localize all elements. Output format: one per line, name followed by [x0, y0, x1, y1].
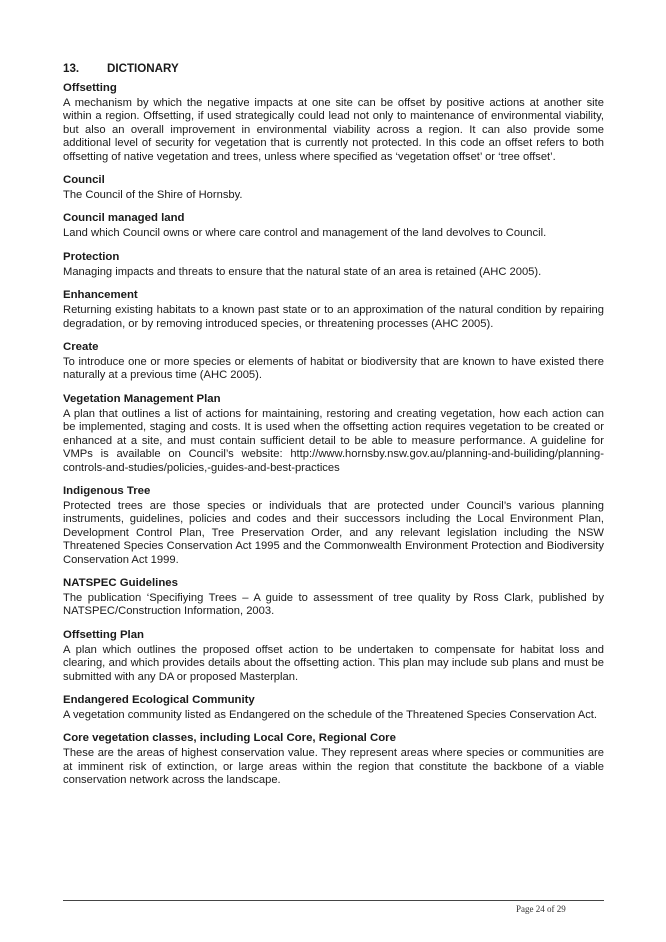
term-heading: Protection: [63, 250, 120, 263]
term-definition: A vegetation community listed as Endangered on the schedule of the Threatened Species Conservation Act.: [63, 708, 598, 721]
term-heading: Council: [63, 174, 105, 187]
dictionary-entry-natspec-guidelines: [63, 577, 604, 619]
term-heading: Offsetting: [63, 82, 117, 94]
term-definition: Managing impacts and threats to ensure that the natural state of an area is retained (AHC 2005).: [63, 265, 542, 278]
term-definition: These are the areas of highest conservation value. They represent areas where species or communities are at imminent risk of extinction, or large areas within the region that constitute the backbone of a viable conservation network across the landscape.: [63, 747, 604, 787]
term-heading: Indigenous Tree: [63, 484, 151, 497]
dictionary-entry-create: [63, 341, 604, 383]
section-heading: [63, 62, 604, 76]
dictionary-entry-endangered-ecological-community: [63, 694, 604, 722]
footer-divider: [63, 900, 604, 901]
section-title: DICTIONARY: [107, 62, 179, 75]
dictionary-entry-protection: [63, 251, 604, 279]
term-heading: NATSPEC Guidelines: [63, 576, 178, 589]
page-number: Page 24 of 29: [516, 904, 566, 914]
dictionary-entry-offsetting-plan: [63, 629, 604, 684]
dictionary-entry-indigenous-tree: [63, 485, 604, 567]
term-heading: Create: [63, 341, 99, 354]
term-heading: Council managed land: [63, 212, 185, 225]
term-definition: A plan which outlines the proposed offset action to be undertaken to compensate for habitat loss and clearing, and which provides details about the offsetting action. This plan may include sub plans and must be submitted with any DA or proposed Masterplan.: [63, 643, 604, 683]
term-heading: Enhancement: [63, 289, 138, 302]
dictionary-entry-core-vegetation-classes: [63, 732, 604, 787]
section-number: 13.: [63, 62, 80, 75]
dictionary-entry-council: [63, 174, 604, 202]
term-heading: Core vegetation classes, including Local Core, Regional Core: [63, 732, 396, 745]
term-definition: To introduce one or more species or elements of habitat or biodiversity that are known to have existed there naturally at a previous time (AHC 2005).: [63, 356, 604, 382]
document-page: [63, 62, 604, 798]
term-heading: Endangered Ecological Community: [63, 693, 255, 706]
term-definition: Protected trees are those species or individuals that are protected under Council’s various planning instruments, guidelines, policies and codes and their successors including the Local Environment Plan, Development Control Plan, Tree Preservation Order, and any relevant legislation including the NSW Threatened Species Conservation Act 1995 and the Commonwealth Environment Protection and Biodiversity Conservation Act 1999.: [63, 499, 604, 566]
term-heading: Offsetting Plan: [63, 628, 145, 641]
dictionary-entry-vegetation-management-plan: [63, 393, 604, 475]
term-definition: A mechanism by which the negative impacts at one site can be offset by positive actions at another site within a region. Offsetting, if used strategically could lead not only to maintenance of environmental viability, but also an overall improvement in environmental viability across a region. It can also provide some additional level of security for vegetation that is currently not protected. In this code an offset refers to both offsetting of native vegetation and trees, unless where specified as ‘vegetation offset’ or ‘tree offset’.: [63, 97, 604, 163]
term-definition: Land which Council owns or where care control and management of the land devolves to Council.: [63, 227, 547, 240]
dictionary-entry-council-managed-land: [63, 212, 604, 240]
term-definition: The Council of the Shire of Hornsby.: [63, 189, 243, 202]
dictionary-entry-enhancement: [63, 289, 604, 331]
term-definition: A plan that outlines a list of actions for maintaining, restoring and creating vegetation, how each action can be implemented, staging and costs. It is used when the offsetting action requires vegetation to be created or enhanced at a site, and must contain sufficient detail to be able to measure performance. A guideline for VMPs is available on Council’s website: http://www.hornsby.nsw.gov.au/planning-and-builiding/planning-controls-and-studies/policies,-guides-and-best-practices: [63, 407, 604, 474]
term-definition: The publication ‘Specifiying Trees – A guide to assessment of tree quality by Ross Clark, published by NATSPEC/Construction Information, 2003.: [63, 591, 604, 618]
dictionary-entry-offsetting: [63, 82, 604, 164]
term-heading: Vegetation Management Plan: [63, 392, 221, 405]
term-definition: Returning existing habitats to a known past state or to an approximation of the natural condition by repairing degradation, or by removing introduced species, or threatening processes (AHC 2005).: [63, 304, 604, 330]
